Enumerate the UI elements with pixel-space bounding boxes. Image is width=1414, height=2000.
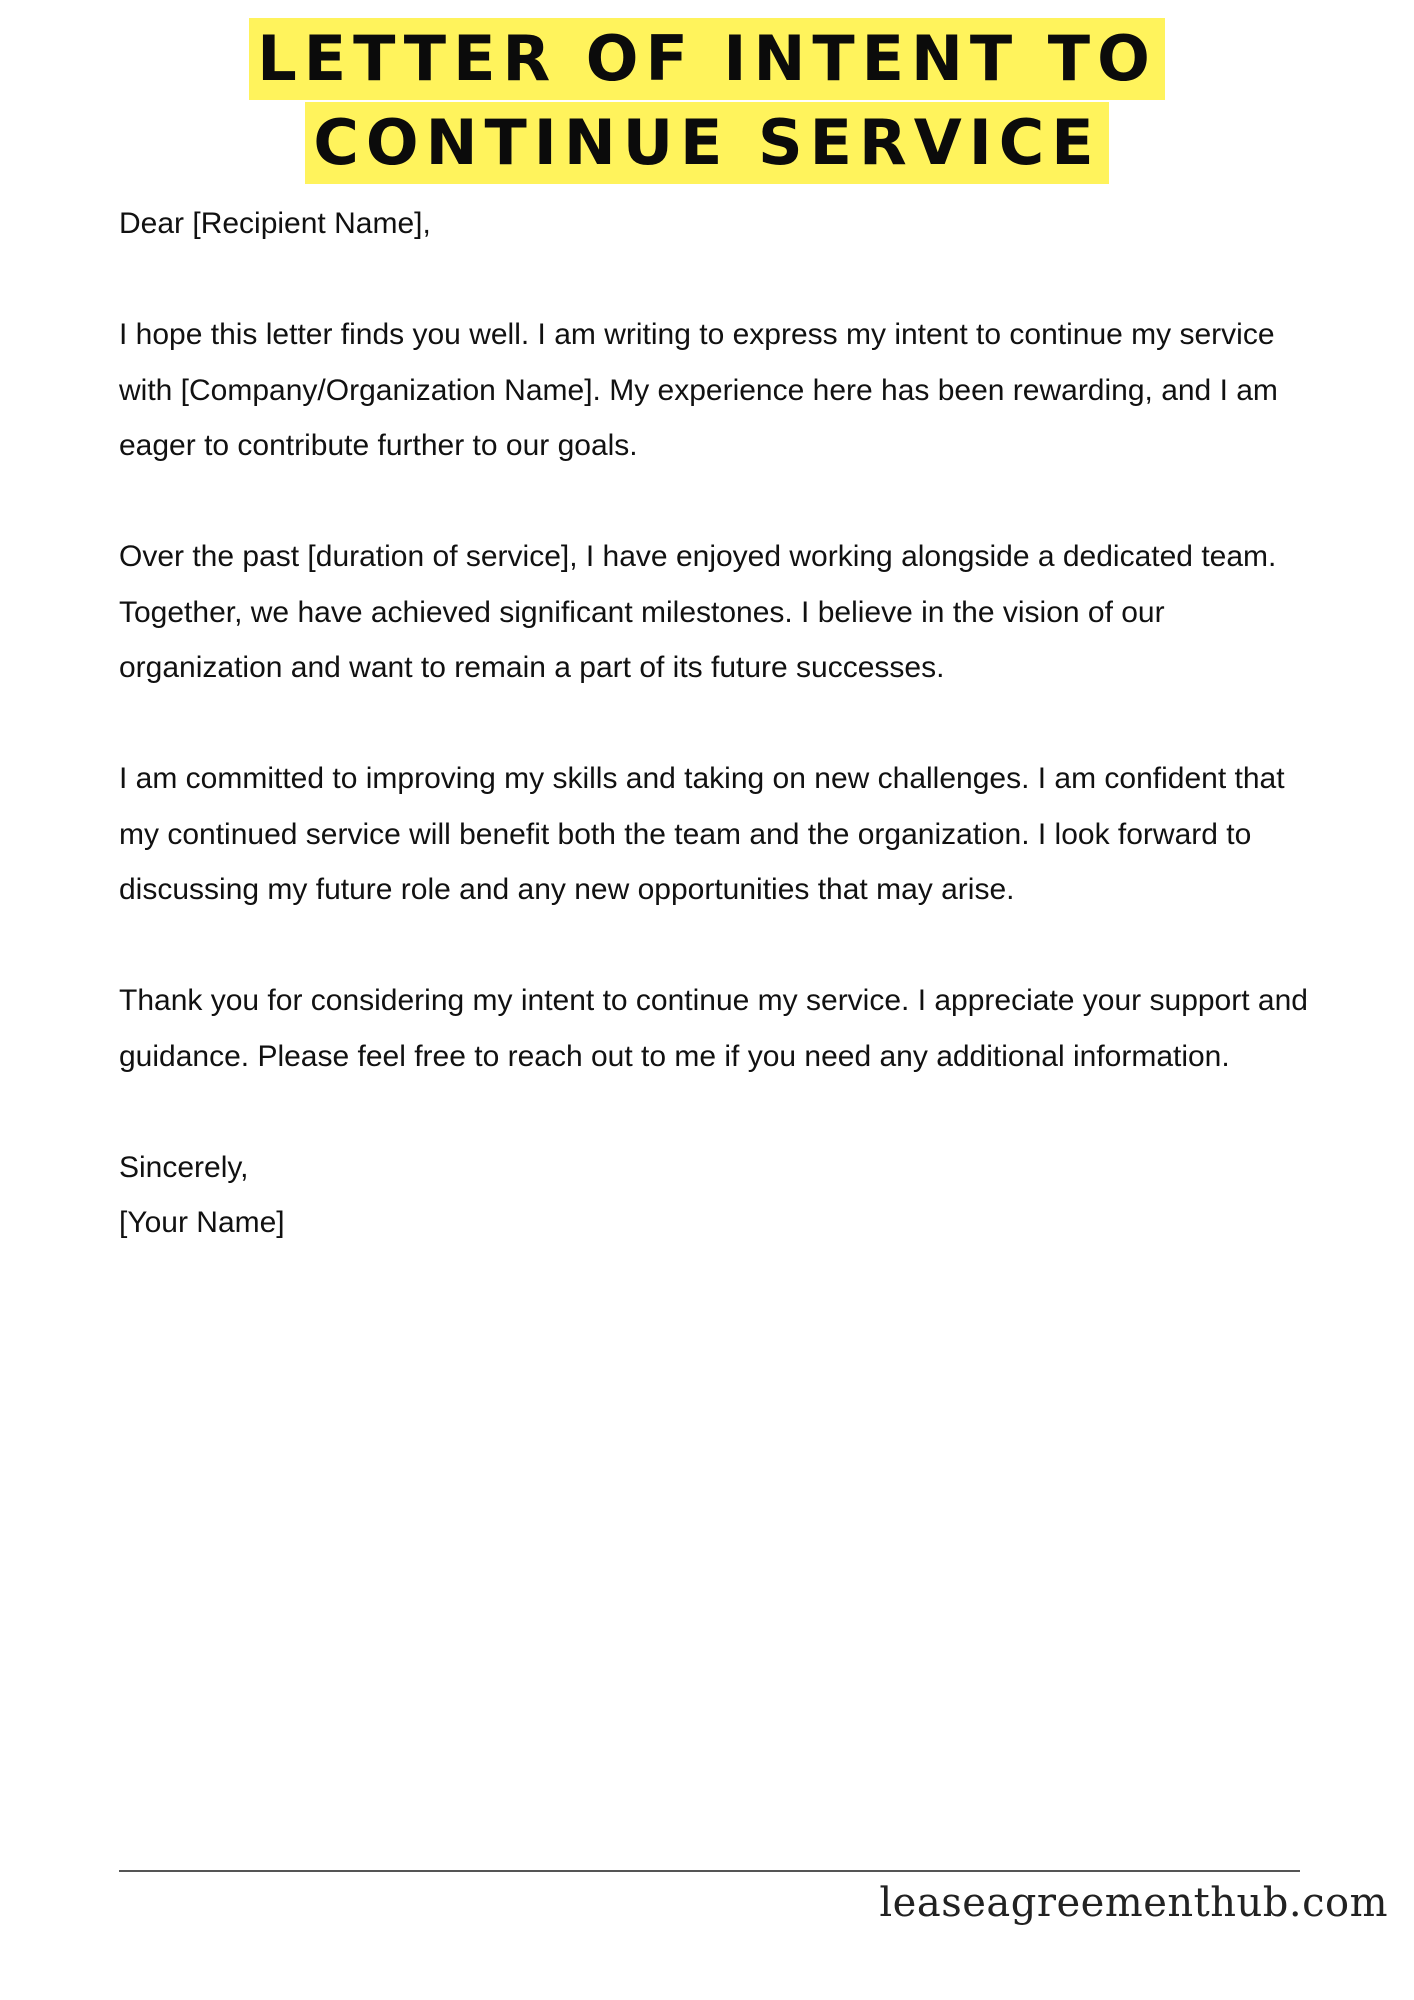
signature: [Your Name] [119,1206,285,1239]
paragraph-2: Over the past [duration of service], I have enjoyed working alongside a dedicated team. Together, we have achieved significant milestones. I believe in the vision of our organization and want to remain a part of its future successes. [119,540,1277,684]
footer-divider [119,1870,1300,1872]
title-line-2: CONTINUE SERVICE [305,102,1108,184]
footer-site-name: leaseagreementhub.com [879,1880,1388,1926]
salutation: Dear [Recipient Name], [119,207,431,240]
paragraph-4: Thank you for considering my intent to continue my service. I appreciate your support and guidance. Please feel free to reach out to me if you need any additional information. [119,984,1308,1073]
letter-body [119,196,1319,1251]
closing: Sincerely, [119,1150,249,1184]
paragraph-3: I am committed to improving my skills and taking on new challenges. I am confident that my continued service will benefit both the team and the organization. I look forward to discussing my future role and any new opportunities that may arise. [119,762,1285,906]
page-title [0,18,1414,186]
paragraph-1: I hope this letter finds you well. I am writing to express my intent to continue my service with [Company/Organization Name]. My experience here has been rewarding, and I am eager to contribute further to our goals. [119,318,1278,462]
title-line-1: LETTER OF INTENT TO [249,18,1165,100]
